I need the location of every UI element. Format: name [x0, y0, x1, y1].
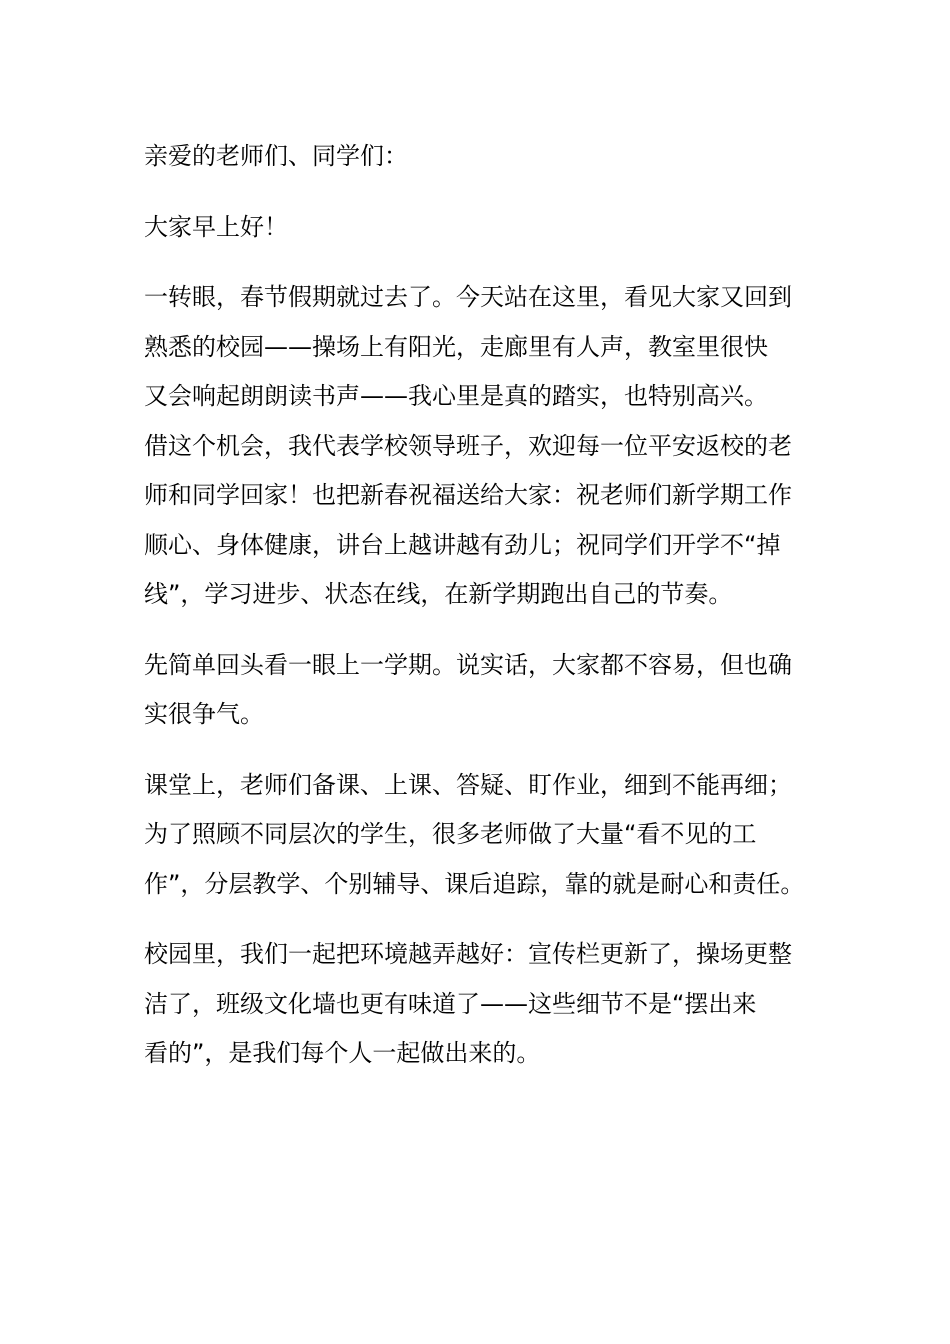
paragraph-5: 校园里，我们一起把环境越弄越好：宣传栏更新了，操场更整 洁了，班级文化墙也更有味道了——这些细节不是“摆出来 看的”，是我们每个人一起做出来的。 — [144, 940, 792, 1067]
salutation: 亲爱的老师们、同学们： — [144, 142, 408, 170]
paragraph-1: 一转眼，春节假期就过去了。今天站在这里，看见大家又回到 熟悉的校园——操场上有阳光，走廊里有人声，教室里很快 又会响起朗朗读书声——我心里是真的踏实，也特别高兴。 — [144, 283, 792, 410]
paragraph-3: 先简单回头看一眼上一学期。说实话，大家都不容易，但也确 实很争气。 — [144, 650, 792, 728]
paragraph-4: 课堂上，老师们备课、上课、答疑、盯作业，细到不能再细； 为了照顾不同层次的学生，很多老师做了大量“看不见的工 作”，分层教学、个别辅导、课后追踪，靠的就是耐心和责任。 — [144, 770, 805, 898]
document-body — [144, 132, 809, 1100]
greeting: 大家早上好！ — [144, 212, 288, 241]
paragraph-2: 借这个机会，我代表学校领导班子，欢迎每一位平安返校的老 师和同学回家！也把新春祝福送给大家：祝老师们新学期工作 顺心、身体健康，讲台上越讲越有劲儿；祝同学们开学不“掉 线”，学习进步、状态在线，在新学期跑出自己的节奏。 — [144, 431, 792, 608]
